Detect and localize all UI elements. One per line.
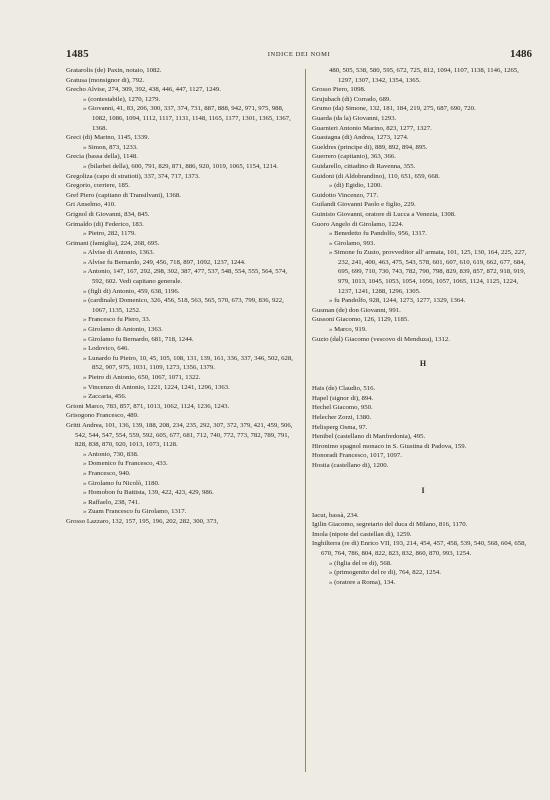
index-entry: Helecher Zorzi, 1380. [312, 414, 372, 421]
index-subentry: » Vincenzo di Antonio, 1221, 1224, 1241, 1296, 1363. [83, 383, 230, 391]
index-subentry: » Girolamo fu Nicolò, 1180. [83, 479, 160, 487]
index-subentry: » (cardinale) Domenico, 326, 456, 518, 563, 565, 570, 673, 799, 836, 922, 1067, 1135, 1252. [83, 297, 284, 314]
index-entry: Guastagna (di) Andrea, 1273, 1274. [312, 134, 409, 142]
index-entry: Gusman (de) don Giovanni, 991. [312, 306, 401, 314]
index-entry: Gref Piero (capitano di Transilvani), 1368. [66, 191, 181, 199]
index-entry: Helisperg Osma, 97. [312, 423, 368, 431]
index-entry: Gueldres (principe di), 889, 892, 894, 895. [312, 143, 428, 151]
index-entry: Guidoni (di Aldobrandino), 110, 651, 659, 668. [312, 172, 440, 180]
index-entry: Grecho Alvise, 274, 309, 392, 438, 446, 447, 1127, 1249. [66, 86, 221, 94]
index-entry: Gratarolis (de) Paxin, notaio, 1082. [66, 67, 162, 74]
index-subentry: » (contestabile), 1270, 1279. [83, 95, 161, 103]
index-subentry: » Domenico fu Francesco, 433. [83, 460, 168, 468]
index-entry: Grisogono Francesco, 489. [66, 412, 139, 420]
index-subentry: » (figlia del re di), 568. [329, 559, 392, 567]
index-entry: Gregoliza (capo di stratioti), 337, 374, 717, 1373. [66, 172, 200, 180]
index-subentry: » Homobon fu Battista, 139, 422, 423, 429, 986. [83, 489, 214, 497]
index-subentry: » Antonio, 730, 838. [83, 450, 139, 458]
index-entry: Guidotto Vincenzo, 717. [312, 191, 379, 199]
index-subentry: » Francesco, 940. [83, 469, 131, 477]
index-subentry: 480, 505, 538, 580, 595, 672, 725, 812, 1094, 1107, 1138, 1146, 1265, 1297, 1307, 1342, 1354, 1365. [329, 67, 519, 84]
index-subentry: » Francesco fu Piero, 33. [83, 316, 151, 324]
index-entry: Gratusa (monsignor di), 792. [66, 76, 145, 84]
index-subentry: » Simone fu Zusto, provveditor all' armata, 101, 125, 130, 164, 225, 227, 232, 241, 400, 463, 475, 543, 578, 601, 607, 610, 619, 662, 677, 684, 695, 699, 710, 730, 743, 782, 790, 798, 829, 839, 857, 872, 918, 919, 979, 1013, 1045, 1053, 1054, 1056, 1057, 1065, 1124, 1125, 1224, 1237, 1241, 1288, 1296, 1305. [329, 249, 527, 295]
index-entry: Gregorio, corriere, 185. [66, 182, 130, 190]
section-letter: I [421, 485, 425, 495]
index-subentry: » Girolamo, 993. [329, 239, 376, 247]
page-header [66, 48, 532, 62]
index-subentry: » Zaccaria, 456. [83, 393, 127, 401]
index-entry: Igilin Giacomo, segretario del duca di Milano, 816, 1170. [312, 521, 468, 529]
left-column [66, 66, 298, 527]
column-divider [305, 69, 306, 772]
index-entry: Guarda (da la) Giovanni, 1293. [312, 114, 397, 122]
index-entry: Guarnieri Antonio Marino, 823, 1277, 1327. [312, 124, 432, 132]
index-entry: Hechel Giacomo, 950. [312, 404, 373, 412]
index-subentry: » Alvise fu Bernardo, 249, 456, 718, 897, 1092, 1237, 1244. [83, 258, 246, 266]
index-entry: Gritti Andrea, 101, 136, 139, 188, 208, 234, 235, 292, 307, 372, 379, 421, 459, 506, 542, 544, 547, 554, 559, 592, 605, 677, 681, 712, 740, 772, 773, 782, 789, 791, 828, 838, 870, 920, 1013, 1073, 1128. [66, 421, 293, 449]
index-entry: Grujubach (di) Corrado, 689. [312, 95, 391, 103]
index-subentry: » (primogenito del re di), 764, 822, 1254. [329, 569, 441, 577]
index-subentry: » (figli di) Antonio, 459, 638, 1196. [83, 287, 180, 295]
section-gap [312, 344, 534, 356]
index-entry: Grosso Piero, 1098. [312, 86, 366, 94]
section-letter: H [419, 359, 427, 369]
section-gap [312, 372, 534, 384]
index-entry: Iacut, bassà, 234. [312, 511, 359, 519]
index-subentry: » fu Pandolfo, 928, 1244, 1273, 1277, 1329, 1364. [329, 297, 466, 305]
index-subentry: » Lunardo fu Pietro, 10, 45, 105, 108, 131, 139, 161, 336, 337, 346, 502, 628, 852, 907, 975, 1031, 1109, 1273, 1356, 1379. [83, 354, 293, 372]
index-entry: Honoradi Francesco, 1017, 1097. [312, 452, 402, 460]
section-gap [312, 471, 534, 483]
index-subentry: » Alvise di Antonio, 1363. [83, 249, 155, 257]
index-subentry: » Raffaelo, 238, 741. [83, 498, 140, 506]
index-entry: Gri Anselmo, 410. [66, 201, 116, 209]
index-entry: Guidarello, cittadino di Ravenna, 355. [312, 162, 416, 170]
index-subentry: » (bilarbei della), 600, 791, 829, 871, 886, 920, 1019, 1065, 1154, 1214. [83, 162, 278, 170]
index-subentry: » (oratore a Roma), 134. [329, 578, 396, 586]
index-entry: Grignol di Giovanni, 834, 845. [66, 210, 150, 218]
index-entry: Grimaldo (di) Federico, 183. [66, 220, 144, 228]
index-subentry: » Girolamo di Antonio, 1363. [83, 326, 163, 334]
index-entry: Grosso Lazzaro, 132, 157, 195, 196, 202, 282, 300, 373, [66, 517, 219, 525]
index-entry: Inghilterra (re di) Enrico VII, 193, 214, 454, 457, 458, 539, 540, 568, 604, 658, 670, 764, 786, 804, 822, 823, 832, 860, 870, 993, 1254. [312, 540, 527, 557]
index-entry: Guilandi Giovanni Paolo e figlio, 229. [312, 201, 416, 209]
index-entry: Greci (di) Marino, 1145, 1339. [66, 134, 150, 142]
index-entry: Grecia (bassa della), 1148. [66, 153, 138, 161]
index-subentry: » Lodovico, 646. [83, 345, 130, 353]
running-title: INDICE DEI NOMI [267, 51, 331, 58]
index-entry: Guinisio Giovanni, oratore di Lucca a Venezia, 1308. [312, 210, 456, 218]
index-entry: Henibel (castellano di Manfredonia), 495. [312, 433, 426, 441]
index-subentry: » Pietro, 282, 1179. [83, 230, 136, 238]
index-entry: Guzio (dal) Giacomo (vescovo di Menduza), 1312. [312, 335, 450, 343]
page-number-left: 1485 [66, 48, 89, 60]
index-entry: Grimani (famiglia), 224, 268, 695. [66, 239, 160, 247]
index-entry: Gussoni Giacomo, 126, 1129, 1185. [312, 316, 409, 324]
index-subentry: » Giovanni, 41, 83, 206, 300, 337, 374, 731, 887, 888, 942, 971, 975, 988, 1082, 1086, 1094, 1112, 1117, 1131, 1148, 1165, 1177, 1301, 1365, 1367, 1368. [83, 105, 291, 132]
index-entry: Hironimo spagnol monaco in S. Giustina di Padova, 159. [312, 442, 467, 450]
index-entry: Imola (nipote del castellan di), 1259. [312, 530, 412, 538]
index-entry: Hostia (castellano di), 1200. [312, 461, 389, 469]
index-entry: Grumo (da) Simone, 132, 181, 184, 219, 275, 687, 690, 720. [312, 105, 476, 113]
index-entry: Grioni Marco, 783, 857, 871, 1013, 1062, 1124, 1236, 1243. [66, 402, 230, 410]
right-column [312, 66, 534, 587]
index-subentry: » Pietro di Antonio, 650, 1067, 1071, 1322. [83, 374, 201, 381]
page-number-right: 1486 [510, 48, 532, 60]
index-subentry: » Antonio, 147, 167, 292, 298, 302, 387, 477, 537, 548, 554, 555, 564, 574, 592, 602. Vedi capitano generale. [83, 268, 288, 286]
index-subentry: » Benedetto fu Pandolfo, 956, 1317. [329, 230, 427, 238]
section-gap [312, 499, 534, 511]
index-entry: Guoro Angelo di Girolamo, 1224. [312, 220, 404, 228]
index-entry: Hapel (signor di), 894. [312, 394, 374, 402]
index-entry: Guerrero (capitanio), 363, 366. [312, 153, 396, 161]
index-subentry: » Marco, 919. [329, 326, 367, 334]
index-entry: Hais (de) Claudio, 516. [312, 385, 376, 393]
index-subentry: » Girolamo fu Bernardo, 681, 718, 1244. [83, 335, 194, 343]
index-subentry: » Zuam Francesco fu Girolamo, 1317. [83, 508, 187, 516]
index-subentry: » Simon, 873, 1233. [83, 143, 138, 151]
index-subentry: » (di) Egidio, 1200. [329, 182, 383, 190]
